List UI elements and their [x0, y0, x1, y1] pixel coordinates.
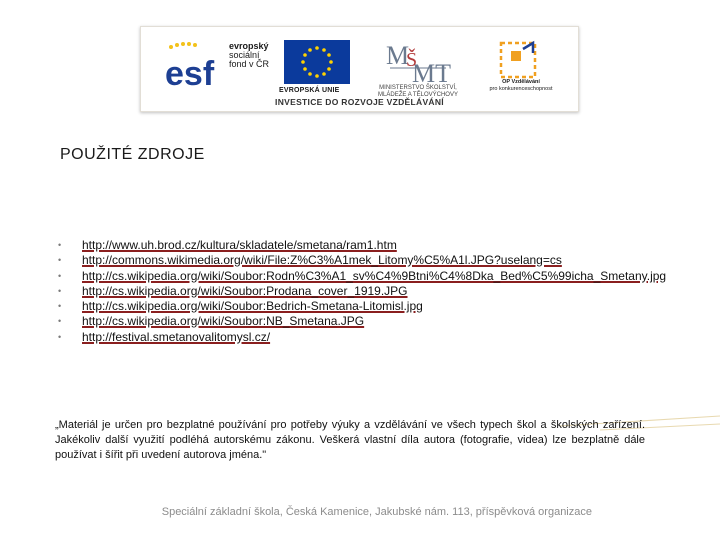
banner-tagline: INVESTICE DO ROZVOJE VZDĚLÁVÁNÍ — [275, 97, 444, 107]
bullet-icon: • — [58, 285, 62, 296]
sources-list — [58, 238, 667, 345]
bullet-icon: • — [58, 301, 62, 312]
svg-text:Š: Š — [406, 49, 418, 71]
esf-line-3: fond v ČR — [229, 59, 270, 69]
source-link[interactable]: http://cs.wikipedia.org/wiki/Soubor:Prodana_cover_1919.JPG — [82, 283, 408, 298]
eu-caption: EVROPSKÁ UNIE — [279, 87, 340, 94]
logo-banner — [140, 26, 579, 112]
source-item — [58, 238, 658, 253]
bullet-icon: • — [58, 331, 62, 342]
page-title: POUŽITÉ ZDROJE — [60, 146, 205, 163]
footer-school: Speciální základní škola, Česká Kamenice, Jakubské nám. 113, příspěvková organizace — [161, 506, 592, 518]
svg-text:MT: MT — [412, 59, 451, 84]
op-logo — [493, 39, 543, 79]
bullet-icon: • — [58, 270, 62, 281]
svg-text:M: M — [386, 41, 410, 70]
copyright-disclaimer: „Materiál je určen pro bezplatné používání pro potřeby výuky a vzdělávání ve všech typech škol a školských zařízení. Jakékoliv další využití podléhá autorskému zákonu. Veškerá vlastní díla autora (fotografie, videa) lze bezplatně dále používat i šířit při uvedení autorova jména." — [55, 419, 645, 461]
esf-line-2: sociální — [229, 50, 260, 60]
source-link[interactable]: http://www.uh.brod.cz/kultura/skladatele/smetana/ram1.htm — [82, 238, 397, 252]
eu-flag-icon — [284, 40, 350, 84]
op-line-1: OP Vzdělávání — [502, 79, 540, 85]
esf-logo — [163, 41, 225, 91]
source-link[interactable]: http://cs.wikipedia.org/wiki/Soubor:NB_Smetana.JPG — [82, 314, 365, 329]
esf-brand: esf — [165, 55, 215, 91]
source-item — [58, 253, 658, 268]
op-line-2: pro konkurenceschopnost — [489, 85, 553, 92]
esf-line-1: evropský — [229, 41, 269, 51]
source-link[interactable]: http://cs.wikipedia.org/wiki/Soubor:Rodn%C3%A1_sv%C4%9Btni%C4%8Dka_Bed%C5%99icha_Smetany.jpg — [82, 268, 667, 283]
source-item — [58, 314, 658, 329]
bullet-icon: • — [58, 316, 62, 327]
source-link[interactable]: http://cs.wikipedia.org/wiki/Soubor:Bedrich-Smetana-Litomisl.jpg — [82, 299, 423, 314]
source-item — [58, 268, 667, 284]
bullet-icon: • — [58, 255, 62, 266]
source-item — [58, 330, 658, 345]
bullet-icon: • — [58, 240, 62, 250]
source-link[interactable]: http://commons.wikimedia.org/wiki/File:Z%C3%A1mek_Litomy%C5%A1l.JPG?uselang=cs — [82, 253, 562, 268]
op-caption — [481, 79, 561, 92]
msmt-line-1: MINISTERSTVO ŠKOLSTVÍ, — [379, 85, 457, 91]
source-link[interactable]: http://festival.smetanovalitomysl.cz/ — [82, 329, 271, 344]
source-item — [58, 284, 658, 299]
msmt-logo — [384, 40, 454, 84]
msmt-line-2: MLÁDEŽE A TĚLOVÝCHOVY — [378, 92, 458, 98]
esf-caption — [229, 42, 269, 69]
source-item — [58, 299, 658, 314]
